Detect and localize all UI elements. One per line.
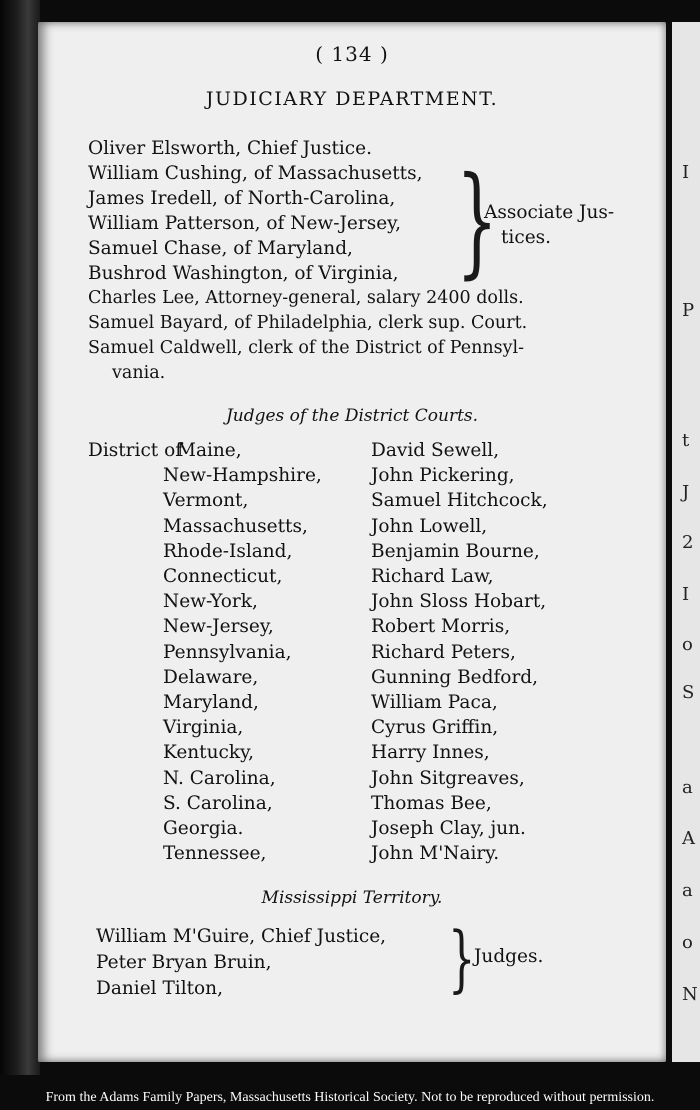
district-state: New-York, [163, 591, 258, 613]
associate-label-cont: tices. [501, 227, 552, 248]
district-judge: John M'Nairy. [371, 843, 500, 865]
page-heading: JUDICIARY DEPARTMENT. [205, 88, 499, 110]
territory-heading: Mississippi Territory. [261, 888, 443, 908]
facing-page-glyph: t [682, 430, 690, 451]
facing-page-glyph: S [682, 682, 695, 703]
district-state: Tennessee, [163, 843, 267, 865]
facing-page-glyph: P [682, 300, 695, 321]
district-state: Vermont, [163, 490, 249, 512]
district-state: Rhode-Island, [163, 540, 293, 562]
facing-page-edge [672, 22, 700, 1062]
attorney-general-line: Charles Lee, Attorney-general, salary 2400 dolls. [88, 288, 524, 308]
district-judge: Robert Morris, [371, 616, 511, 638]
district-state: S. Carolina, [163, 792, 273, 814]
district-judge: John Sloss Hobart, [371, 591, 547, 613]
district-judge: Richard Peters, [371, 641, 516, 663]
judges-label: Judges. [474, 946, 544, 967]
district-judge: Richard Law, [371, 566, 494, 587]
district-judge: William Paca, [371, 692, 498, 713]
facing-page-glyph: N [682, 984, 698, 1005]
facing-page-glyph: o [682, 932, 693, 953]
associate-justice-line: William Patterson, of New-Jersey, [88, 213, 402, 234]
book-spine [0, 0, 40, 1075]
district-state: New-Hampshire, [163, 465, 322, 487]
clerk-supreme-court-line: Samuel Bayard, of Philadelphia, clerk sup. Court. [88, 313, 528, 333]
associate-justice-line: William Cushing, of Massachusetts, [88, 163, 423, 184]
district-judge: John Lowell, [371, 515, 488, 537]
associate-justice-line: Samuel Chase, of Maryland, [88, 238, 353, 259]
associate-label: Associate Jus- [484, 202, 615, 223]
territory-judge: Daniel Tilton, [96, 978, 223, 999]
district-state: Massachusetts, [163, 515, 308, 537]
chief-justice-line: Oliver Elsworth, Chief Justice. [88, 138, 372, 159]
district-state: Kentucky, [163, 742, 254, 764]
district-courts-heading: Judges of the District Courts. [225, 406, 479, 426]
district-state: Delaware, [163, 666, 259, 688]
facing-page-glyph: I [682, 584, 690, 605]
associate-brace: } [456, 152, 498, 291]
district-judge: Harry Innes, [371, 742, 490, 764]
clerk-district-line: Samuel Caldwell, clerk of the District of Pennsyl- [88, 338, 525, 358]
district-judge: Thomas Bee, [371, 792, 492, 814]
copyright-footer: From the Adams Family Papers, Massachusetts Historical Society. Not to be reproduced without permission. [45, 1090, 655, 1105]
facing-page-glyph: A [682, 828, 695, 849]
district-judge: John Pickering, [371, 465, 515, 487]
district-state: N. Carolina, [163, 767, 276, 789]
district-judge: David Sewell, [371, 440, 500, 461]
facing-page-glyph: J [682, 482, 690, 503]
facing-page-glyph: I [682, 162, 690, 183]
district-judge: Gunning Bedford, [371, 666, 539, 688]
district-state: Connecticut, [163, 566, 283, 587]
facing-page-glyph: a [682, 777, 693, 798]
facing-page-glyph: 2 [682, 532, 694, 553]
district-prefix: District of [88, 440, 183, 461]
district-judge: John Sitgreaves, [371, 767, 525, 789]
district-state: New-Jersey, [163, 616, 274, 638]
facing-page-glyph: a [682, 880, 693, 901]
associate-justice-line: James Iredell, of North-Carolina, [88, 188, 396, 209]
territory-brace: } [448, 916, 476, 1000]
territory-judge: Peter Bryan Bruin, [96, 952, 272, 973]
district-state: Georgia. [163, 818, 244, 839]
district-judge: Joseph Clay, jun. [371, 818, 526, 839]
territory-chief-justice: William M'Guire, Chief Justice, [96, 926, 387, 947]
district-state: Maine, [177, 440, 242, 461]
book-page [38, 22, 666, 1062]
page-number: ( 134 ) [315, 42, 389, 66]
district-state: Pennsylvania, [163, 641, 292, 663]
facing-page-glyph: o [682, 634, 693, 655]
associate-justice-line: Bushrod Washington, of Virginia, [88, 263, 399, 284]
district-state: Virginia, [163, 717, 244, 739]
district-judge: Samuel Hitchcock, [371, 490, 548, 512]
clerk-district-line-cont: vania. [112, 363, 166, 383]
district-state: Maryland, [163, 692, 259, 713]
district-judge: Cyrus Griffin, [371, 717, 499, 739]
district-judge: Benjamin Bourne, [371, 540, 540, 562]
